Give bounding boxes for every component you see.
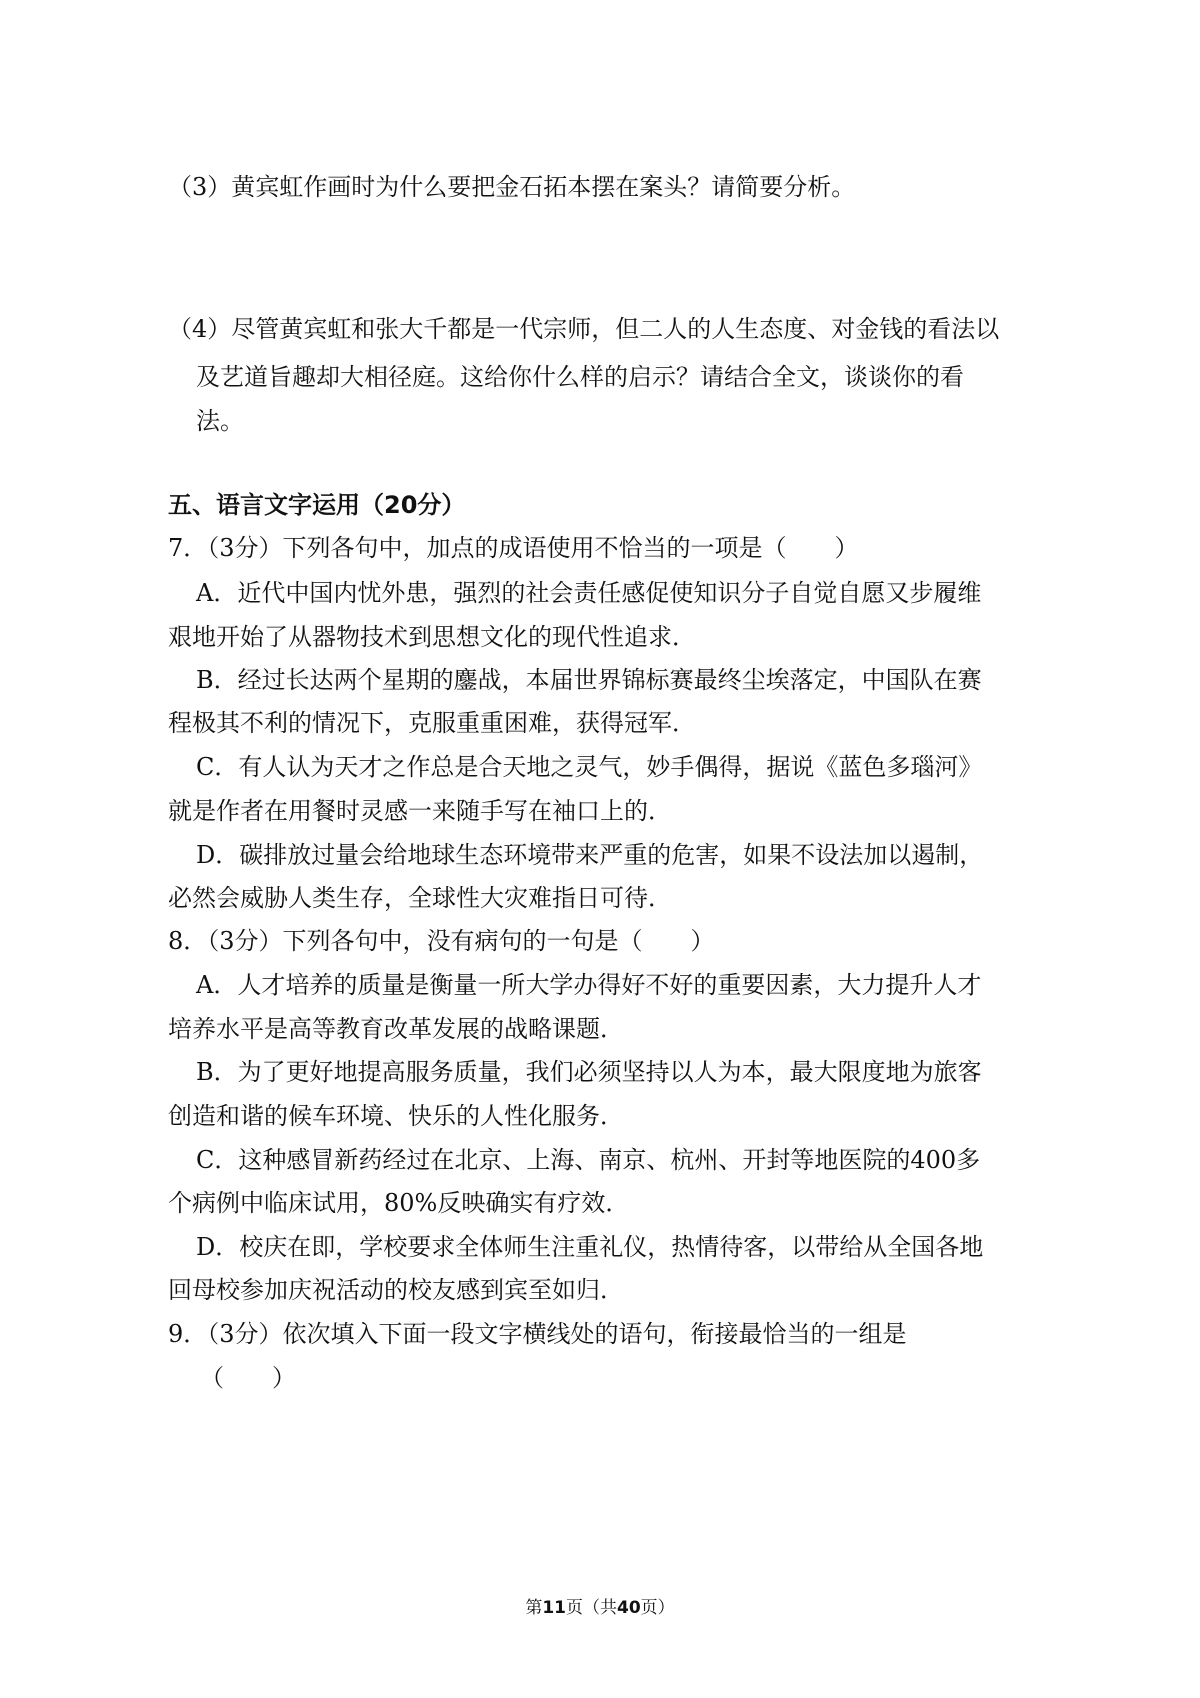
question-7-option-c-line-2: 就是作者在用餐时灵感一来随手写在袖口上的． xyxy=(168,797,672,825)
question-8-option-c-line-2: 个病例中临床试用，80%反映确实有疗效． xyxy=(168,1189,630,1217)
question-9-stem: 9．（3分）依次填入下面一段文字横线处的语句，衔接最恰当的一组是 xyxy=(168,1320,907,1348)
question-4-reading-line-2: 及艺道旨趣却大相径庭。这给你什么样的启示？请结合全文，谈谈你的看 xyxy=(196,363,964,391)
question-7-option-d-line-2: 必然会威胁人类生存，全球性大灾难指日可待． xyxy=(168,884,672,912)
question-7-option-b-line-1: B．经过长达两个星期的鏖战，本届世界锦标赛最终尘埃落定，中国队在赛 xyxy=(196,666,982,694)
question-4-reading-line-1: （4）尽管黄宾虹和张大千都是一代宗师，但二人的人生态度、对金钱的看法以 xyxy=(168,315,1000,343)
question-8-option-d-line-2: 回母校参加庆祝活动的校友感到宾至如归． xyxy=(168,1276,624,1304)
question-8-option-b-line-2: 创造和谐的候车环境、快乐的人性化服务． xyxy=(168,1102,624,1130)
question-9-answer-paren: （ ） xyxy=(200,1364,296,1392)
question-7-option-c-line-1: C．有人认为天才之作总是合天地之灵气，妙手偶得，据说《蓝色多瑙河》 xyxy=(196,753,983,781)
question-7-option-a-line-2: 艰地开始了从器物技术到思想文化的现代性追求． xyxy=(168,623,696,651)
question-7-option-a-line-1: A．近代中国内忧外患，强烈的社会责任感促使知识分子自觉自愿又步履维 xyxy=(196,579,982,607)
question-3-reading: （3）黄宾虹作画时为什么要把金石拓本摆在案头？请简要分析。 xyxy=(168,173,856,201)
question-8-option-a-line-2: 培养水平是高等教育改革发展的战略课题． xyxy=(168,1015,624,1043)
question-7-option-d-line-1: D．碳排放过量会给地球生态环境带来严重的危害，如果不设法加以遏制， xyxy=(196,841,984,869)
question-4-reading-line-3: 法。 xyxy=(196,407,244,435)
footer-prefix: 第 xyxy=(525,1598,543,1618)
section-title: 五、语言文字运用（20分） xyxy=(168,491,466,519)
question-8-option-d-line-1: D．校庆在即，学校要求全体师生注重礼仪，热情待客，以带给从全国各地 xyxy=(196,1233,984,1261)
question-7-stem: 7．（3分）下列各句中，加点的成语使用不恰当的一项是（ ） xyxy=(168,534,859,562)
question-8-option-a-line-1: A．人才培养的质量是衡量一所大学办得好不好的重要因素，大力提升人才 xyxy=(196,971,982,999)
footer-page-number: 11 xyxy=(542,1598,566,1618)
question-8-option-c-line-1: C．这种感冒新药经过在北京、上海、南京、杭州、开封等地医院的400多 xyxy=(196,1146,981,1174)
footer-middle: 页（共 xyxy=(566,1598,617,1618)
question-8-stem: 8．（3分）下列各句中，没有病句的一句是（ ） xyxy=(168,927,715,955)
page-footer xyxy=(0,1596,1200,1620)
question-7-option-b-line-2: 程极其不利的情况下，克服重重困难，获得冠军． xyxy=(168,709,696,737)
footer-suffix: 页） xyxy=(640,1598,675,1618)
footer-total-pages: 40 xyxy=(617,1598,641,1618)
question-8-option-b-line-1: B．为了更好地提高服务质量，我们必须坚持以人为本，最大限度地为旅客 xyxy=(196,1058,982,1086)
